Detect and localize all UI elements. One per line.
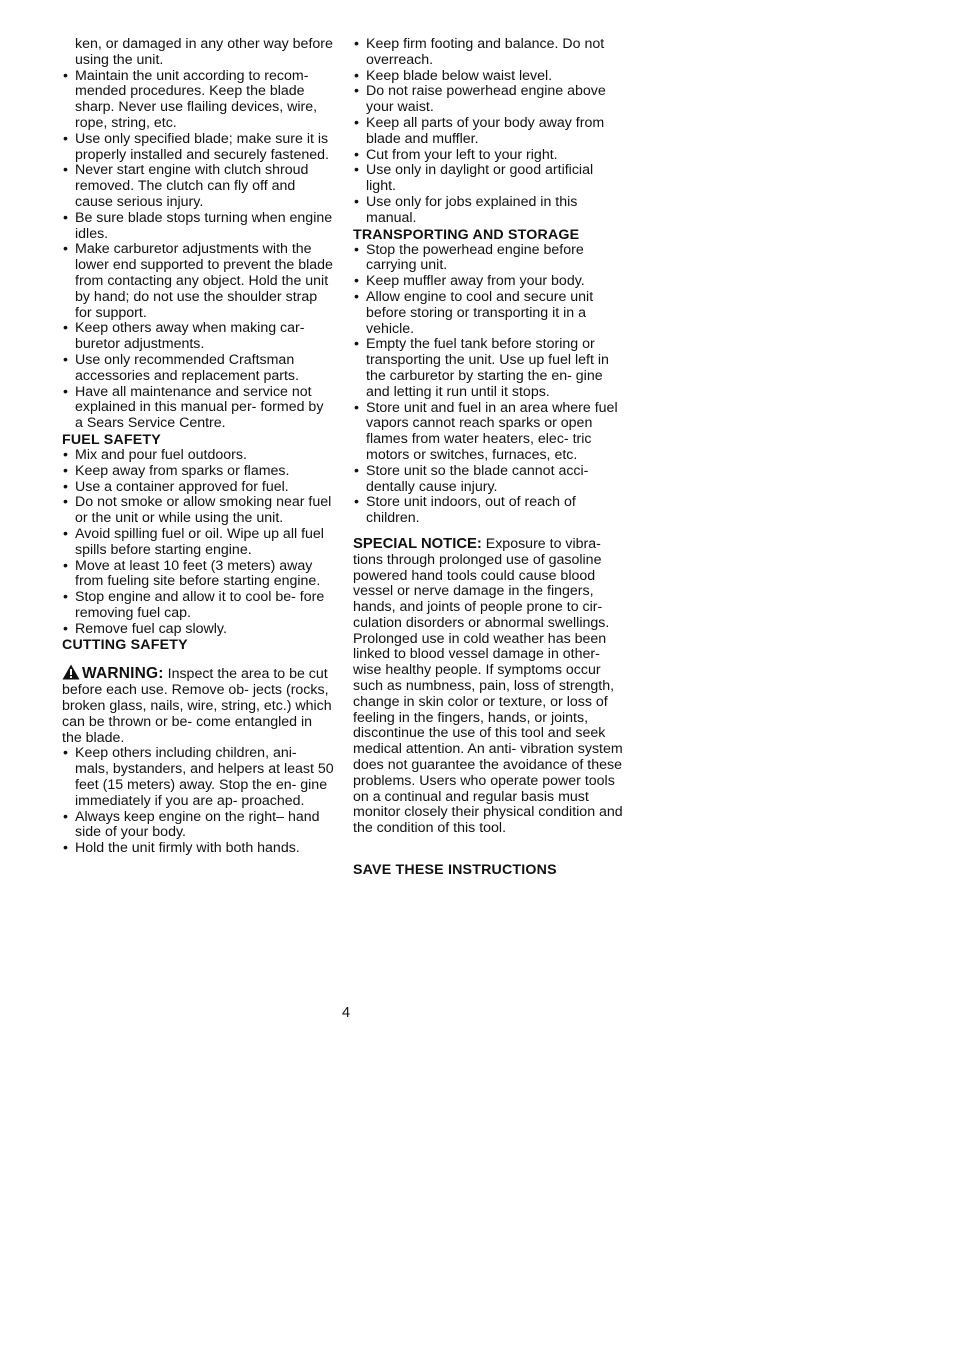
fuel-safety-list [62,448,334,638]
list-item: • Store unit so the blade cannot acci- dentally cause injury. [353,464,625,496]
list-item: • Stop the powerhead engine before carrying unit. [353,243,625,275]
safety-list-operation [353,37,625,227]
list-item: • Move at least 10 feet (3 meters) away from fueling site before starting engine. [62,559,334,591]
list-item: • Keep muffler away from your body. [353,274,625,290]
list-item: • Make carburetor adjustments with the lower end supported to prevent the blade from contacting any object. Hold the unit by hand; do not use the shoulder strap for support. [62,242,334,321]
list-item: • Cut from your left to your right. [353,148,625,164]
list-item: • Use only for jobs explained in this manual. [353,195,625,227]
list-item: • Have all maintenance and service not explained in this manual per- formed by a Sears Service Centre. [62,385,334,432]
list-item: • Keep away from sparks or flames. [62,464,334,480]
warning-triangle-icon [62,664,80,680]
list-item: • Keep others including children, ani- mals, bystanders, and helpers at least 50 feet (15 meters) away. Stop the en- gine immediately if you are ap- proached. [62,746,334,809]
cutting-safety-heading: CUTTING SAFETY [62,637,188,654]
transporting-storage-heading: TRANSPORTING AND STORAGE [353,226,580,243]
list-item: • Keep firm footing and balance. Do not overreach. [353,37,625,69]
left-column [62,37,334,857]
list-item: • Keep others away when making car- buretor adjustments. [62,321,334,353]
list-item: • Mix and pour fuel outdoors. [62,448,334,464]
list-item: • Remove fuel cap slowly. [62,622,334,638]
list-item: • Be sure blade stops turning when engine idles. [62,211,334,243]
list-item: • Hold the unit firmly with both hands. [62,841,334,857]
list-item: • Maintain the unit according to recom- mended procedures. Keep the blade sharp. Never use flailing devices, wire, rope, string, etc. [62,69,334,132]
safety-list-general [62,69,334,432]
list-item: • Never start engine with clutch shroud removed. The clutch can fly off and cause serious injury. [62,163,334,210]
save-instructions-heading: SAVE THESE INSTRUCTIONS [353,862,557,879]
list-item: • Allow engine to cool and secure unit before storing or transporting it in a vehicle. [353,290,625,337]
list-item: • Avoid spilling fuel or oil. Wipe up all fuel spills before starting engine. [62,527,334,559]
page-number: 4 [342,1005,351,1021]
continued-text: ken, or damaged in any other way before using the unit. [75,36,333,68]
special-notice-text: Exposure to vibra- tions through prolonged use of gasoline powered hand tools could cause blood vessel or nerve damage in the fingers, hands, and joints of people prone to cir- culation disorders or abnormal swellings. Prolonged use in cold weather has been linked to blood vessel damage in other- wise healthy people. If symptoms occur such as numbness, pain, loss of strength, change in skin color or texture, or loss of feeling in the fingers, hands, or joints, discontinue the use of this tool and seek medical attention. An anti- vibration system does not guarantee the avoidance of these problems. Users who operate power tools on a continual and regular basis must monitor closely their physical condition and the condition of this tool. [353,535,623,837]
list-item: • Keep all parts of your body away from blade and muffler. [353,116,625,148]
list-item: • Use only in daylight or good artificial light. [353,163,625,195]
fuel-safety-heading: FUEL SAFETY [62,431,161,448]
transporting-storage-list [353,243,625,527]
list-item: • Use a container approved for fuel. [62,480,334,496]
cutting-safety-list [62,746,334,857]
list-item: • Do not raise powerhead engine above your waist. [353,84,625,116]
warning-text: Inspect the area to be cut before each use. Remove ob- jects (rocks, broken glass, nails, wire, string, etc.) which can be thrown or be- come entangled in the blade. [62,666,332,746]
list-item: • Do not smoke or allow smoking near fuel or the unit or while using the unit. [62,495,334,527]
list-item: • Use only recommended Craftsman accessories and replacement parts. [62,353,334,385]
list-item: • Empty the fuel tank before storing or transporting the unit. Use up fuel left in the carburetor by starting the en- gine and letting it run until it stops. [353,337,625,400]
warning-label: WARNING: [82,665,164,683]
warning-paragraph [62,664,334,746]
list-item: • Always keep engine on the right– hand side of your body. [62,810,334,842]
list-item: • Store unit indoors, out of reach of children. [353,495,625,527]
special-notice-paragraph [353,537,625,837]
special-notice-label: SPECIAL NOTICE: [353,535,482,552]
right-column [353,37,625,878]
list-item: • Use only specified blade; make sure it is properly installed and securely fastened. [62,132,334,164]
list-item: • Store unit and fuel in an area where fuel vapors cannot reach sparks or open flames from water heaters, elec- tric motors or switches, furnaces, etc. [353,401,625,464]
list-item: • Stop engine and allow it to cool be- fore removing fuel cap. [62,590,334,622]
list-item: • Keep blade below waist level. [353,69,625,85]
